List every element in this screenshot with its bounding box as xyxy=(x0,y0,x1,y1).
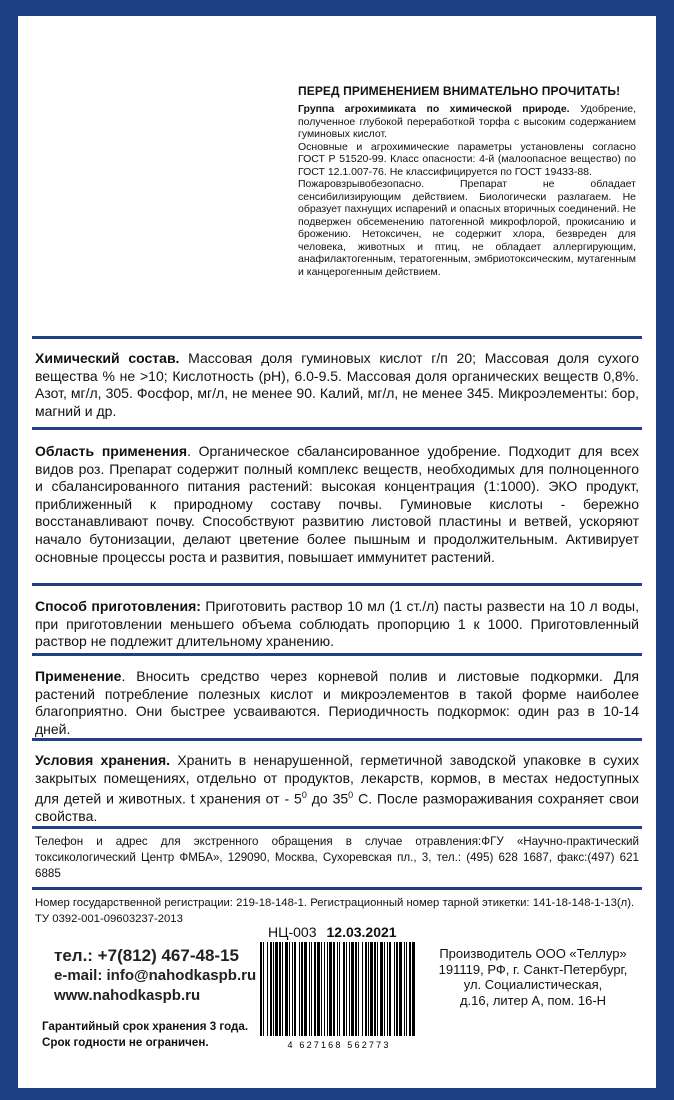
batch-code: НЦ-003 xyxy=(268,924,317,940)
barcode-bar xyxy=(292,942,293,1036)
barcode-bar xyxy=(301,942,303,1036)
tu-number: ТУ 0392-001-09603237-2013 xyxy=(35,913,183,925)
barcode-bar xyxy=(311,942,312,1036)
barcode-bar xyxy=(267,942,268,1036)
composition-section xyxy=(35,350,639,420)
product-description xyxy=(298,103,636,278)
barcode-bar xyxy=(380,942,383,1036)
degree-mark: 0 xyxy=(301,790,307,801)
website: www.nahodkaspb.ru xyxy=(54,987,201,1004)
shelf-life-line: Срок годности не ограничен. xyxy=(42,1036,209,1049)
barcode-bar xyxy=(394,942,395,1036)
divider xyxy=(32,653,642,656)
barcode-bar xyxy=(399,942,402,1036)
email: e-mail: info@nahodkaspb.ru xyxy=(54,967,257,984)
barcode xyxy=(258,942,420,1052)
manufacturer-name: Производитель ООО «Теллур» xyxy=(439,946,627,961)
barcode-bar xyxy=(260,942,262,1036)
barcode-bar xyxy=(285,942,288,1036)
divider xyxy=(32,738,642,741)
storage-text: С. После размораживания сохраняет свои свойства. xyxy=(35,790,640,825)
manufacturer-address: 191119, РФ, г. Санкт-Петербург, xyxy=(438,961,628,977)
barcode-bar xyxy=(327,942,328,1036)
contacts-block xyxy=(54,946,256,1006)
manufacturer-block xyxy=(428,946,638,1008)
barcode-bar xyxy=(370,942,373,1036)
composition-text: Массовая доля гуминовых кислот г/п 20; Массовая доля сухого вещества % не >10; Кислотность (pH), 6.0-9.5. Массовая доля органических веществ 0,8%. Азот, мг/л, 305. Фосфор, мг/л, не менее 90. Калий, мг/л, не менее 345. Микроэлементы: бор, магний и др. xyxy=(35,350,639,419)
barcode-bar xyxy=(404,942,405,1036)
barcode-bar xyxy=(282,942,283,1036)
phone: тел.: +7(812) 467-48-15 xyxy=(54,946,239,965)
barcode-bar xyxy=(349,942,350,1036)
barcode-digits: 4 627168 562773 xyxy=(287,1040,391,1050)
preparation-section xyxy=(35,598,639,651)
barcode-bar xyxy=(289,942,290,1036)
application-label: Применение xyxy=(35,668,122,684)
barcode-bar xyxy=(343,942,345,1036)
barcode-bar xyxy=(412,942,415,1036)
group-label: Группа агрохимиката по химической природе. xyxy=(298,103,570,115)
scope-text: . Органическое сбалансированное удобрение. Подходит для всех видов роз. Препарат содержит полный комплекс веществ, необходимых для полноценного и сбалансированного питания растений: высокая концентрация (1:1000). ЭКО продукт, приближенный к природному составу почвы. Гуминовые кислоты - бережно восстанавливают почву. Способствуют развитию листовой пластины и ветвей, ускоряют начало бутонизации, делают цветение более пышным и продолжительным. Активирует основные процессы роста и развития, повышает иммунитет растений. xyxy=(35,443,639,565)
storage-text: Хранить в ненарушенной, герметичной заводской упаковке в сухих закрытых помещениях, отдельно от продуктов, лекарств, кормов, в местах недоступных для детей и животных. t хранения от - 5 xyxy=(35,752,640,807)
barcode-bar xyxy=(358,942,359,1036)
preparation-label: Способ приготовления: xyxy=(35,598,201,614)
barcode-bar xyxy=(329,942,332,1036)
barcode-bar xyxy=(279,942,281,1036)
degree-mark: 0 xyxy=(348,790,354,801)
barcode-bar xyxy=(299,942,300,1036)
preparation-text: Приготовить раствор 10 мл (1 ст./л) пасты развести на 10 л воды, при приготовлении меньшего объема соблюдать пропорцию 1 к 1000. Приготовленный раствор не подлежит длительному хранению. xyxy=(35,598,639,650)
registration-block xyxy=(35,895,639,927)
barcode-bar xyxy=(309,942,310,1036)
warranty-block xyxy=(42,1019,248,1051)
safety-text: Пожаровзрывобезопасно. Препарат не обладает сенсибилизирующим действием. Биологически разлагаем. Не образует пахнущих испарений и опасных вторичных соединений. Не подвержен обсеменению патогенной микрофлорой, прокисанию и брожению. Нетоксичен, не содержит хлора, безвреден для человека, животных и птиц, не обладает аллергирующим, анафилактогенным, тератогенным, эмбриотоксическим, мутагенным и канцерогенным действием. xyxy=(298,178,636,278)
divider xyxy=(32,583,642,586)
barcode-bar xyxy=(409,942,411,1036)
scope-section xyxy=(35,443,639,566)
barcode-bar xyxy=(337,942,338,1036)
barcode-bar xyxy=(384,942,385,1036)
application-section xyxy=(35,668,639,738)
warning-block xyxy=(298,84,636,278)
registration-numbers: Номер государственной регистрации: 219-18-148-1. Регистрационный номер тарной этикетки: 141-18-148-1-13(л). xyxy=(35,897,635,909)
barcode-bar xyxy=(294,942,296,1036)
barcode-bar xyxy=(270,942,272,1036)
barcode-bar xyxy=(273,942,274,1036)
divider xyxy=(32,427,642,430)
emergency-contact: Телефон и адрес для экстренного обращения в случае отравления:ФГУ «Научно-практический токсикологический Центр ФМБА», 129090, Москва, Сухоревская пл., 3, тел.: (495) 628 1687, факс:(497) 621 6885 xyxy=(35,835,639,880)
barcode-bar xyxy=(374,942,376,1036)
storage-text: до 35 xyxy=(306,790,349,807)
storage-section xyxy=(35,752,639,826)
barcode-bar xyxy=(355,942,357,1036)
composition-label: Химический состав. xyxy=(35,350,180,366)
barcode-bar xyxy=(362,942,363,1036)
barcode-bar xyxy=(317,942,320,1036)
barcode-bar xyxy=(368,942,369,1036)
barcode-bar xyxy=(406,942,407,1036)
barcode-bar xyxy=(365,942,367,1036)
divider xyxy=(32,826,642,829)
divider xyxy=(32,887,642,890)
barcode-bar xyxy=(263,942,264,1036)
barcode-bar xyxy=(396,942,398,1036)
scope-label: Область применения xyxy=(35,443,188,459)
barcode-bar xyxy=(377,942,378,1036)
barcode-bar xyxy=(324,942,325,1036)
application-text: . Вносить средство через корневой полив и листовые подкормки. Для растений потребление полезных кислот и микроэлементов в такой форме наиболее благоприятно. Они быстрее усваиваются. Периодичность подкормок: один раз в 10-14 дней. xyxy=(35,668,639,737)
barcode-bar xyxy=(346,942,347,1036)
storage-label: Условия хранения. xyxy=(35,752,171,768)
barcode-bar xyxy=(304,942,307,1036)
batch-date: 12.03.2021 xyxy=(326,924,397,940)
barcode-bar xyxy=(333,942,335,1036)
batch-info xyxy=(268,924,397,940)
barcode-bar xyxy=(321,942,322,1036)
divider xyxy=(32,336,642,339)
barcode-bar xyxy=(389,942,391,1036)
params-text: Основные и агрохимические параметры установлены согласно ГОСТ Р 51520-99. Класс опасности: 4-й (малоопасное вещество) по ГОСТ 12.1.007-76. Не классифицируется по ГОСТ 19433-88. xyxy=(298,140,636,178)
warranty-line: Гарантийный срок хранения 3 года. xyxy=(42,1020,249,1033)
barcode-bar xyxy=(351,942,354,1036)
manufacturer-street: ул. Социалистическая, xyxy=(463,977,603,992)
barcode-bar xyxy=(314,942,316,1036)
warning-title: ПЕРЕД ПРИМЕНЕНИЕМ ВНИМАТЕЛЬНО ПРОЧИТАТЬ! xyxy=(298,84,621,98)
group-text: Удобрение, полученное глубокой переработкой торфа с высоким содержанием гуминовых кислот. xyxy=(298,103,636,140)
manufacturer-building: д.16, литер А, пом. 16-Н xyxy=(459,992,607,1008)
barcode-bar xyxy=(387,942,388,1036)
barcode-bar xyxy=(275,942,278,1036)
barcode-bar xyxy=(339,942,340,1036)
